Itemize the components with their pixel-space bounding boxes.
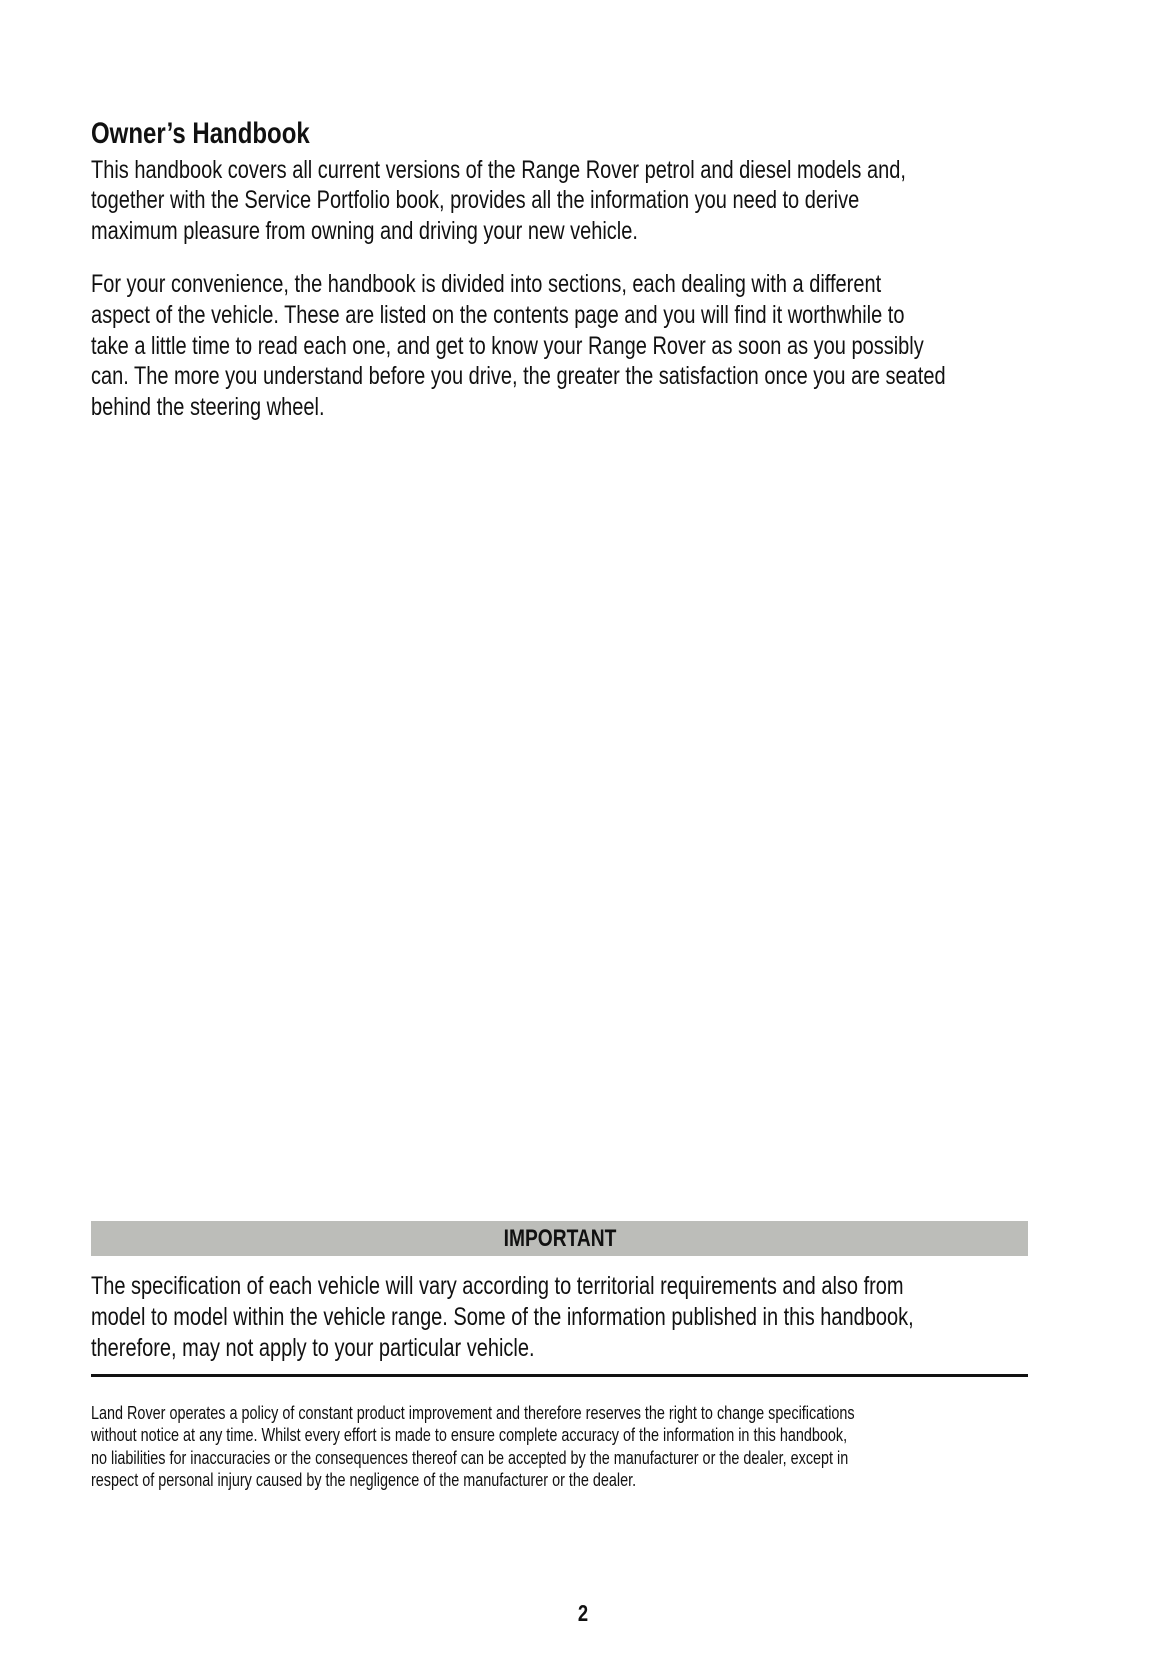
intro-line: This handbook covers all current versions of the Range Rover petrol and diesel models and, <box>91 156 906 184</box>
disclaimer-line: respect of personal injury caused by the negligence of the manufacturer or the dealer. <box>91 1470 637 1490</box>
disclaimer-line: without notice at any time. Whilst every effort is made to ensure complete accuracy of the information in this handbook, <box>91 1425 848 1445</box>
intro-line: together with the Service Portfolio book, provides all the information you need to derive <box>91 186 860 214</box>
page-title: Owner’s Handbook <box>91 117 310 150</box>
important-line: therefore, may not apply to your particular vehicle. <box>91 1334 535 1362</box>
disclaimer-line: Land Rover operates a policy of constant product improvement and therefore reserves the right to change specifications <box>91 1403 855 1423</box>
important-line: model to model within the vehicle range. Some of the information published in this handbook, <box>91 1303 914 1331</box>
convenience-line: For your convenience, the handbook is divided into sections, each dealing with a different <box>91 270 882 298</box>
convenience-line: aspect of the vehicle. These are listed on the contents page and you will find it worthwhile to <box>91 301 905 329</box>
important-line: The specification of each vehicle will vary according to territorial requirements and also from <box>91 1272 904 1300</box>
convenience-line: can. The more you understand before you drive, the greater the satisfaction once you are seated <box>91 362 946 390</box>
disclaimer-line: no liabilities for inaccuracies or the consequences thereof can be accepted by the manufacturer or the dealer, except in <box>91 1448 849 1468</box>
important-banner <box>91 1221 1028 1256</box>
convenience-line: behind the steering wheel. <box>91 393 325 421</box>
intro-line: maximum pleasure from owning and driving your new vehicle. <box>91 217 638 245</box>
convenience-line: take a little time to read each one, and get to know your Range Rover as soon as you possibly <box>91 332 924 360</box>
important-label: IMPORTANT <box>503 1224 616 1252</box>
divider <box>91 1374 1028 1377</box>
page-number: 2 <box>577 1600 588 1626</box>
